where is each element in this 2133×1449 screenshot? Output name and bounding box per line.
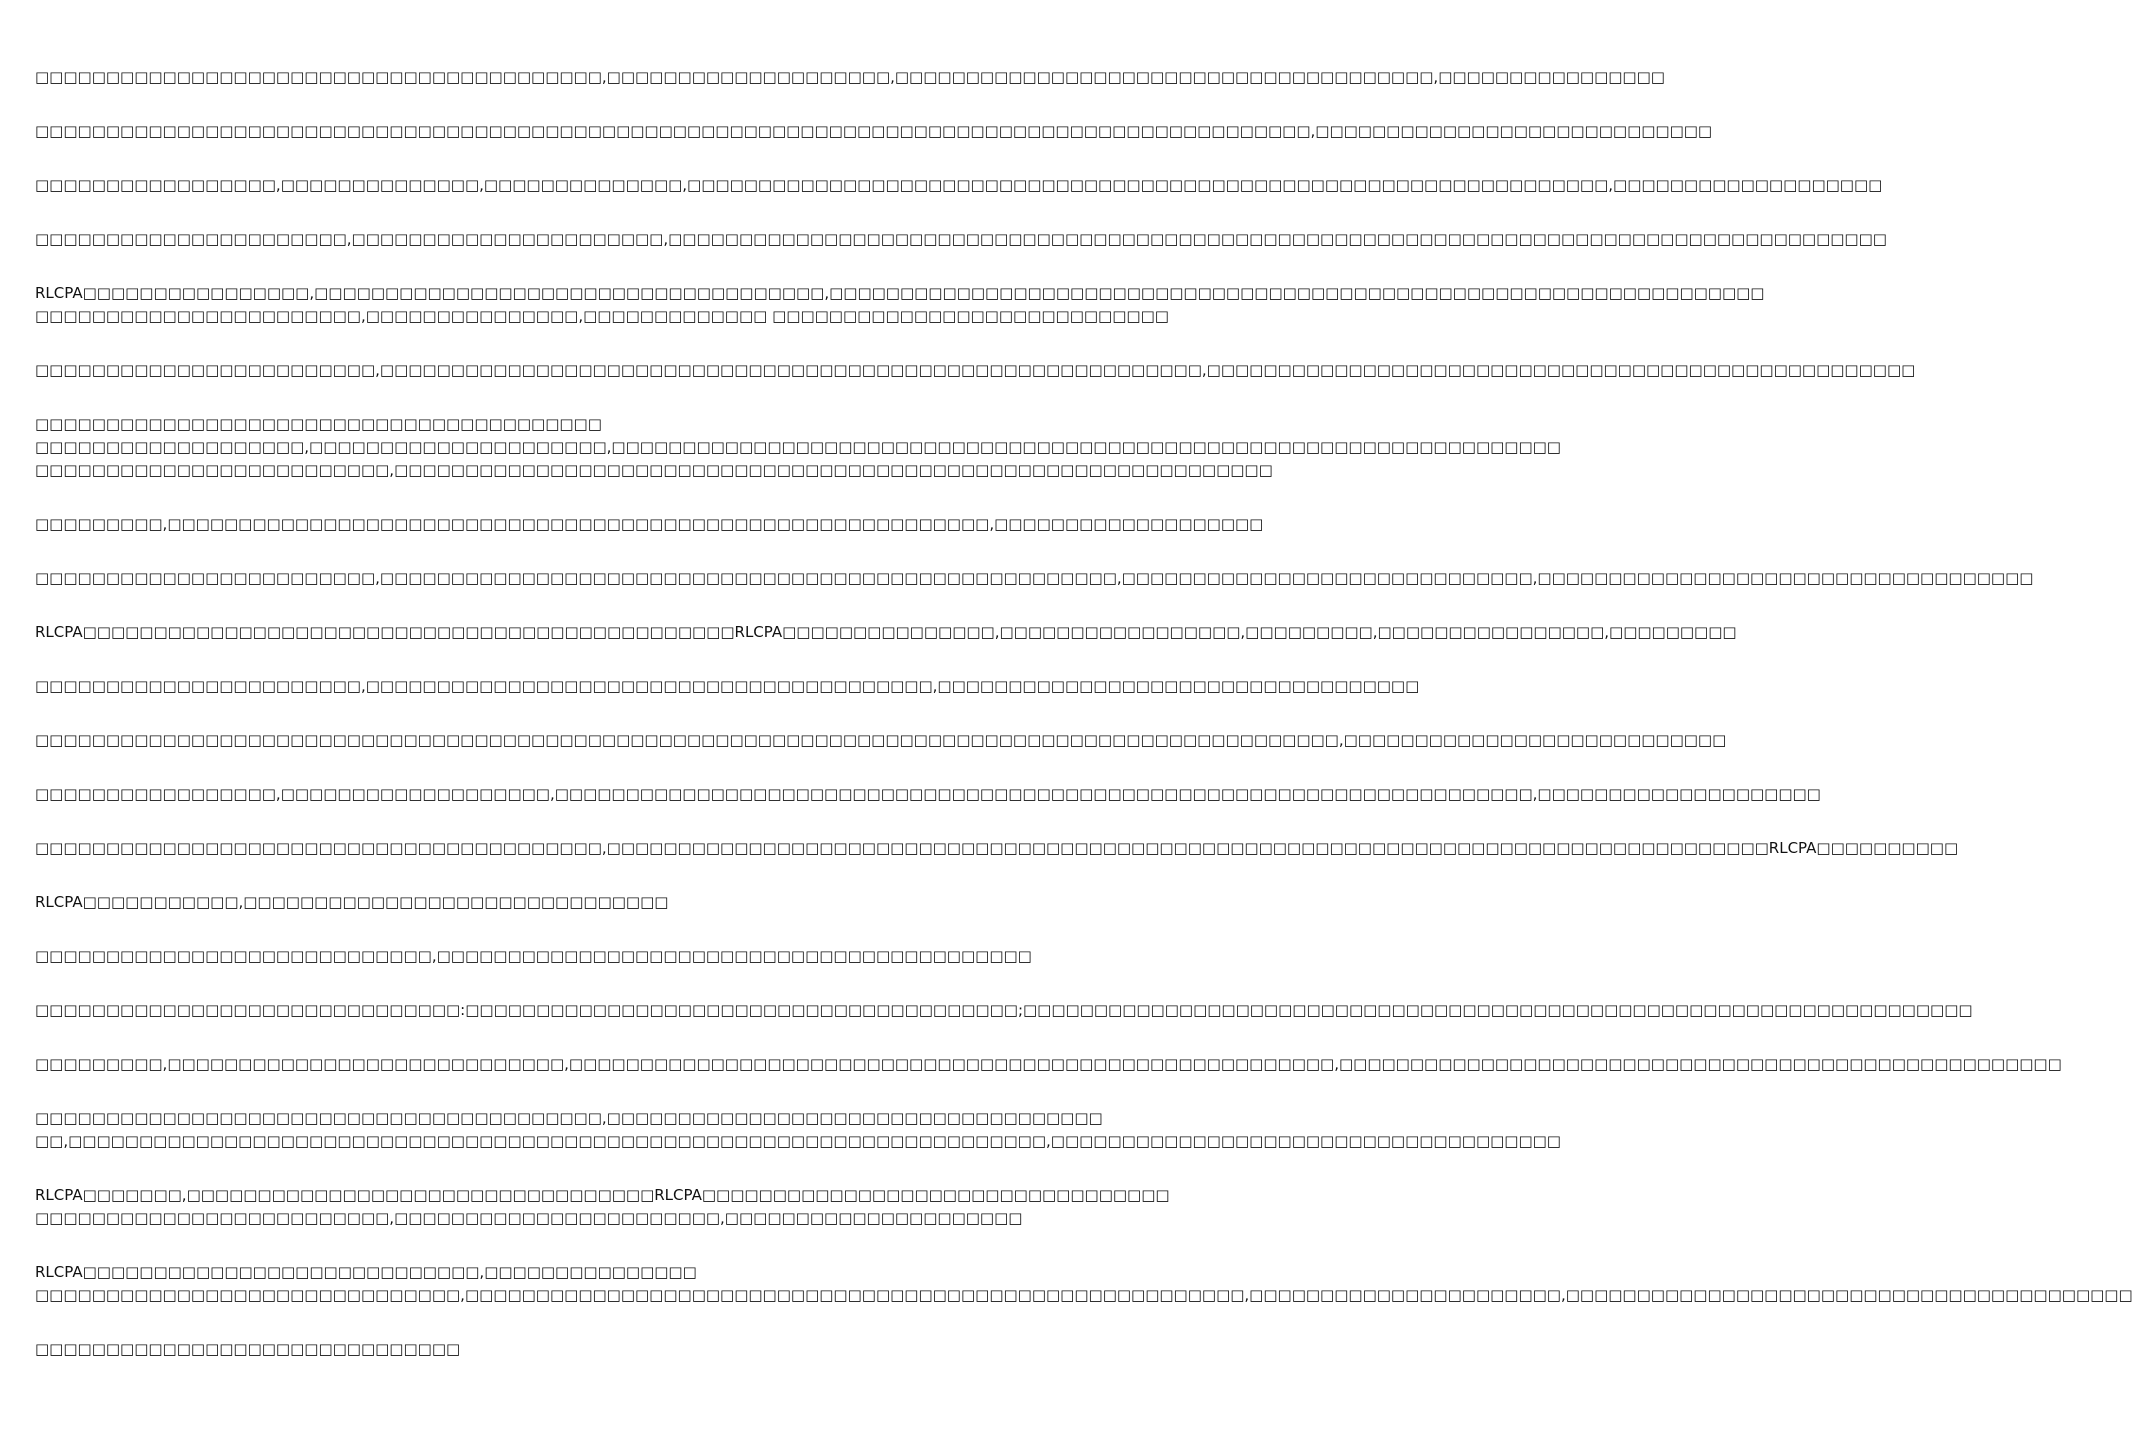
text-line: □□□□□□□□□□□□□□□□□□□□□□□□□,□□□□□□□□□□□□□□□□□□□□□□□,□□□□□□□□□□□□□□□□□□□□□ — [35, 1209, 1023, 1227]
paragraph — [35, 891, 990, 914]
text-line: RLCPA□□□□□□□□□□□,□□□□□□□□□□□□□□□□□□□□□□□□□□□□□□ — [35, 893, 669, 911]
text-line: RLCPA□□□□□□□,□□□□□□□□□□□□□□□□□□□□□□□□□□□□□□□□□RLCPA□□□□□□□□□□□□□□□□□□□□□□□□□□□□□□□□□ — [35, 1186, 1170, 1204]
paragraph — [35, 174, 1883, 197]
text-line: □□□□□□□□□□□□□□□□□□□□□□□□□□□□□□□□□□□□□□□□,□□□□□□□□□□□□□□□□□□□□□□□□□□□□□□□□□□□□□□□□□□□□□□□□□□□□□□□□□□□□□□□□□□□□□□□□□□□□□□□□□□RLCPA□□□□□□□□□□ — [35, 839, 1959, 857]
text-line: □□□□□□□□□,□□□□□□□□□□□□□□□□□□□□□□□□□□□□□□□□□□□□□□□□□□□□□□□□□□□□□□□□□□,□□□□□□□□□□□□□□□□□□□ — [35, 515, 1264, 533]
document-body — [35, 66, 2133, 1392]
paragraph — [35, 783, 1821, 806]
text-line: □□□□□□□□□,□□□□□□□□□□□□□□□□□□□□□□□□□□□□,□□□□□□□□□□□□□□□□□□□□□□□□□□□□□□□□□□□□□□□□□□□□□□□□□□□□□□,□□□□□□□□□□□□□□□□□□□□□□□□□□□□□□□□□□□□□□□□□□□□□□□□□□□ — [35, 1055, 2062, 1073]
paragraph — [35, 282, 1765, 328]
text-line: □□□□□□□□□□□□□□□□□□□□□□□□,□□□□□□□□□□□□□□□□□□□□□□□□□□□□□□□□□□□□□□□□□□□□□□□□□□□□,□□□□□□□□□□□□□□□□□□□□□□□□□□□□□,□□□□□□□□□□□□□□□□□□□□□□□□□□□□□□□□□□□ — [35, 569, 2034, 587]
text-line: □□□□□□□□□□□□□□□□□□□□□□,□□□□□□□□□□□□□□□□□□□□□□,□□□□□□□□□□□□□□□□□□□□□□□□□□□□□□□□□□□□□□□□□□□□□□□□□□□□□□□□□□□□□□□□□□□□□□□□□□□□□□□□□□□□□□ — [35, 230, 1887, 248]
paragraph — [35, 413, 1561, 482]
paragraph — [35, 999, 1973, 1022]
text-line: □□□□□□□□□□□□□□□□□□□□□□□□□,□□□□□□□□□□□□□□□□□□□□□□□□□□□□□□□□□□□□□□□□□□□□□□□□□□□□□□□□□□□□□□ — [35, 461, 1273, 479]
paragraph — [35, 729, 1727, 752]
text-line: □□□□□□□□□□□□□□□□□□□□□□□,□□□□□□□□□□□□□□□,□□□□□□□□□□□□□ □□□□□□□□□□□□□□□□□□□□□□□□□□□□ — [35, 307, 1169, 325]
paragraph — [35, 120, 1713, 143]
text-line: □□□□□□□□□□□□□□□□□□□□□□□,□□□□□□□□□□□□□□□□□□□□□□□□□□□□□□□□□□□□□□□□,□□□□□□□□□□□□□□□□□□□□□□□□□□□□□□□□□□ — [35, 677, 1420, 695]
text-line: □□□□□□□□□□□□□□□□□□□□□□□□□□□□□□,□□□□□□□□□□□□□□□□□□□□□□□□□□□□□□□□□□□□□□□□□□□□□□□□□□□□□□□,□□□□□□□□□□□□□□□□□□□□□□,□□□□□□□□□□□□□□□□□□□□□□□□□□□□□□□□□□□□□□□□ — [35, 1286, 2133, 1304]
paragraph — [35, 66, 1665, 89]
text-line: □□□□□□□□□□□□□□□□□□□□□□□□□□□□□□ — [35, 1340, 461, 1358]
text-line: □□□□□□□□□□□□□□□□□□□□□□□□□□□□□□□□□□□□□□□□,□□□□□□□□□□□□□□□□□□□□□□□□□□□□□□□□□□□ — [35, 1109, 1103, 1127]
text-line: □□□□□□□□□□□□□□□□□□□□□□□□□□□□,□□□□□□□□□□□□□□□□□□□□□□□□□□□□□□□□□□□□□□□□□□ — [35, 947, 1032, 965]
text-line: □□□□□□□□□□□□□□□□□□□□□□□□□□□□□□□□□□□□□□□□□□□□□□□□□□□□□□□□□□□□□□□□□□□□□□□□□□□□□□□□□□□□□□□□□□,□□□□□□□□□□□□□□□□□□□□□□□□□□□□ — [35, 122, 1713, 140]
text-line: □□□□□□□□□□□□□□□□□□□,□□□□□□□□□□□□□□□□□□□□□,□□□□□□□□□□□□□□□□□□□□□□□□□□□□□□□□□□□□□□□□□□□□□□□□□□□□□□□□□□□□□□□□□□□ — [35, 438, 1561, 456]
paragraph — [35, 945, 1032, 968]
paragraph — [35, 228, 1887, 251]
text-line: □□□□□□□□□□□□□□□□□,□□□□□□□□□□□□□□□□□□□,□□□□□□□□□□□□□□□□□□□□□□□□□□□□□□□□□□□□□□□□□□□□□□□□□□□□□□□□□□□□□□□□□□□□□,□□□□□□□□□□□□□□□□□□□□ — [35, 785, 1821, 803]
paragraph — [35, 359, 1916, 382]
paragraph — [35, 837, 1959, 860]
paragraph — [35, 567, 2034, 590]
paragraph — [35, 1107, 1561, 1153]
text-line: □□□□□□□□□□□□□□□□□,□□□□□□□□□□□□□□,□□□□□□□□□□□□□□,□□□□□□□□□□□□□□□□□□□□□□□□□□□□□□□□□□□□□□□□□□□□□□□□□□□□□□□□□□□□□□□□□,□□□□□□□□□□□□□□□□□□□ — [35, 176, 1883, 194]
text-line: RLCPA□□□□□□□□□□□□□□□□□□□□□□□□□□□□,□□□□□□□□□□□□□□□ — [35, 1263, 697, 1281]
paragraph — [35, 1053, 2062, 1076]
paragraph — [35, 675, 1420, 698]
text-line: □□□□□□□□□□□□□□□□□□□□□□□□□□□□□□□□□□□□□□□□□□□□□□□□□□□□□□□□□□□□□□□□□□□□□□□□□□□□□□□□□□□□□□□□□□□□,□□□□□□□□□□□□□□□□□□□□□□□□□□□ — [35, 731, 1727, 749]
text-line: RLCPA□□□□□□□□□□□□□□□□,□□□□□□□□□□□□□□□□□□□□□□□□□□□□□□□□□□□□,□□□□□□□□□□□□□□□□□□□□□□□□□□□□□□□□□□□□□□□□□□□□□□□□□□□□□□□□□□□□□□□□□□ — [35, 284, 1765, 302]
paragraph — [35, 621, 1737, 644]
text-line: □□□□□□□□□□□□□□□□□□□□□□□□□□□□□□□□□□□□□□□□,□□□□□□□□□□□□□□□□□□□□,□□□□□□□□□□□□□□□□□□□□□□□□□□□□□□□□□□□□□□,□□□□□□□□□□□□□□□□ — [35, 68, 1665, 86]
text-line: RLCPA□□□□□□□□□□□□□□□□□□□□□□□□□□□□□□□□□□□□□□□□□□□□□□RLCPA□□□□□□□□□□□□□□□,□□□□□□□□□□□□□□□□□,□□□□□□□□□,□□□□□□□□□□□□□□□□,□□□□□□□□□ — [35, 623, 1737, 641]
text-line: □□□□□□□□□□□□□□□□□□□□□□□□,□□□□□□□□□□□□□□□□□□□□□□□□□□□□□□□□□□□□□□□□□□□□□□□□□□□□□□□□□□,□□□□□□□□□□□□□□□□□□□□□□□□□□□□□□□□□□□□□□□□□□□□□□□□□□ — [35, 361, 1916, 379]
text-line: □□,□□□□□□□□□□□□□□□□□□□□□□□□□□□□□□□□□□□□□□□□□□□□□□□□□□□□□□□□□□□□□□□□□□□□□,□□□□□□□□□□□□□□□□□□□□□□□□□□□□□□□□□□□□ — [35, 1132, 1561, 1150]
text-line: □□□□□□□□□□□□□□□□□□□□□□□□□□□□□□:□□□□□□□□□□□□□□□□□□□□□□□□□□□□□□□□□□□□□□□;□□□□□□□□□□□□□□□□□□□□□□□□□□□□□□□□□□□□□□□□□□□□□□□□□□□□□□□□□□□□□□□□□□□ — [35, 1001, 1973, 1019]
text-line: □□□□□□□□□□□□□□□□□□□□□□□□□□□□□□□□□□□□□□□□ — [35, 415, 602, 433]
paragraph — [35, 1338, 990, 1361]
paragraph — [35, 1184, 1170, 1230]
paragraph — [35, 513, 1264, 536]
paragraph — [35, 1261, 2133, 1307]
